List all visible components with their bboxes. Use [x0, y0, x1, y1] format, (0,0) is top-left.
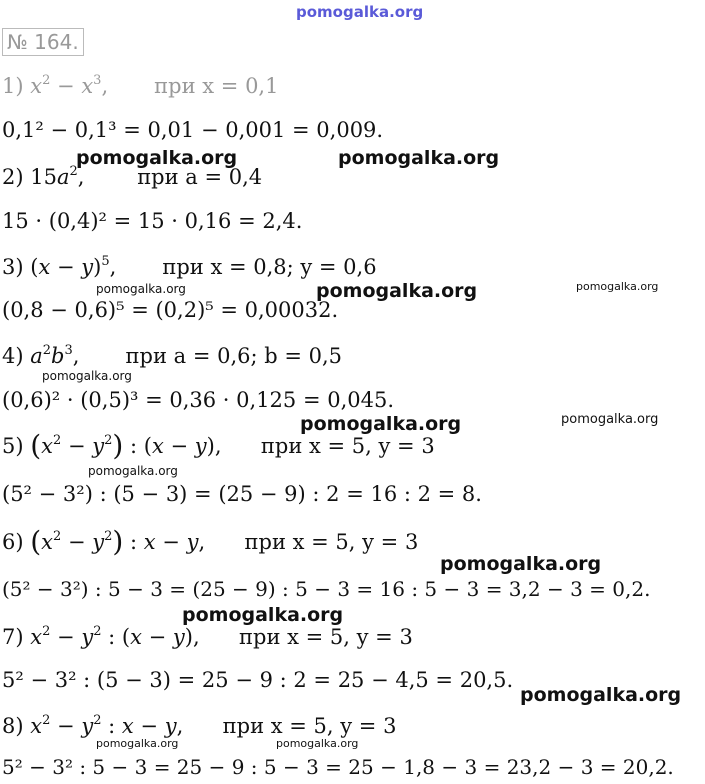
problem-number: № 164. — [2, 28, 84, 56]
watermark: pomogalka.org — [561, 412, 659, 427]
problem-2-task: 2) $15a^2$, при a = 0,4 — [2, 164, 263, 189]
problem-4-task: 4) $a^2b^3$, при a = 0,6; b = 0,5 — [2, 343, 343, 368]
watermark: pomogalka.org — [88, 464, 178, 478]
site-watermark-top: pomogalka.org — [296, 3, 424, 21]
problem-3-result: (0,8 − 0,6)⁵ = (0,2)⁵ = 0,00032. — [2, 298, 339, 322]
watermark: pomogalka.org — [96, 737, 179, 750]
problem-8-result: 5² − 3² : 5 − 3 = 25 − 9 : 5 − 3 = 25 − 1,8 − 3 = 23,2 − 3 = 20,2. — [2, 755, 674, 779]
watermark: pomogalka.org — [42, 369, 132, 383]
watermark: pomogalka.org — [300, 413, 462, 435]
watermark: pomogalka.org — [440, 553, 602, 575]
problem-4-result: (0,6)² · (0,5)³ = 0,36 · 0,125 = 0,045. — [2, 388, 395, 412]
problem-1-task: 1) $x^2 - x^3$, при x = 0,1 — [2, 73, 279, 98]
watermark: pomogalka.org — [520, 684, 682, 706]
problem-6-result: (5² − 3²) : 5 − 3 = (25 − 9) : 5 − 3 = 16 : 5 − 3 = 3,2 − 3 = 0,2. — [2, 577, 651, 601]
problem-8-task: 8) $x^2 - y^2$ : x − y, при x = 5, y = 3 — [2, 713, 397, 738]
watermark: pomogalka.org — [576, 280, 659, 293]
watermark: pomogalka.org — [316, 280, 478, 302]
watermark: pomogalka.org — [182, 604, 344, 626]
problem-2-result: 15 · (0,4)² = 15 · 0,16 = 2,4. — [2, 209, 303, 233]
problem-7-result: 5² − 3² : (5 − 3) = 25 − 9 : 2 = 25 − 4,5 = 20,5. — [2, 668, 514, 692]
problem-6-task: 6) $(x^2 - y^2)$ : x − y, при x = 5, y = 3 — [2, 525, 419, 558]
watermark: pomogalka.org — [76, 147, 238, 169]
problem-1-result: 0,1² − 0,1³ = 0,01 − 0,001 = 0,009. — [2, 118, 384, 142]
watermark: pomogalka.org — [96, 282, 186, 296]
problem-5-result: (5² − 3²) : (5 − 3) = (25 − 9) : 2 = 16 : 2 = 8. — [2, 482, 482, 506]
watermark: pomogalka.org — [276, 737, 359, 750]
watermark: pomogalka.org — [338, 147, 500, 169]
problem-5-task: 5) $(x^2 - y^2)$ : (x − y), при x = 5, y = 3 — [2, 429, 435, 462]
problem-7-task: 7) $x^2 - y^2$ : (x − y), при x = 5, y = 3 — [2, 624, 413, 649]
problem-3-task: 3) $(x - y)^5$, при x = 0,8; y = 0,6 — [2, 254, 377, 279]
